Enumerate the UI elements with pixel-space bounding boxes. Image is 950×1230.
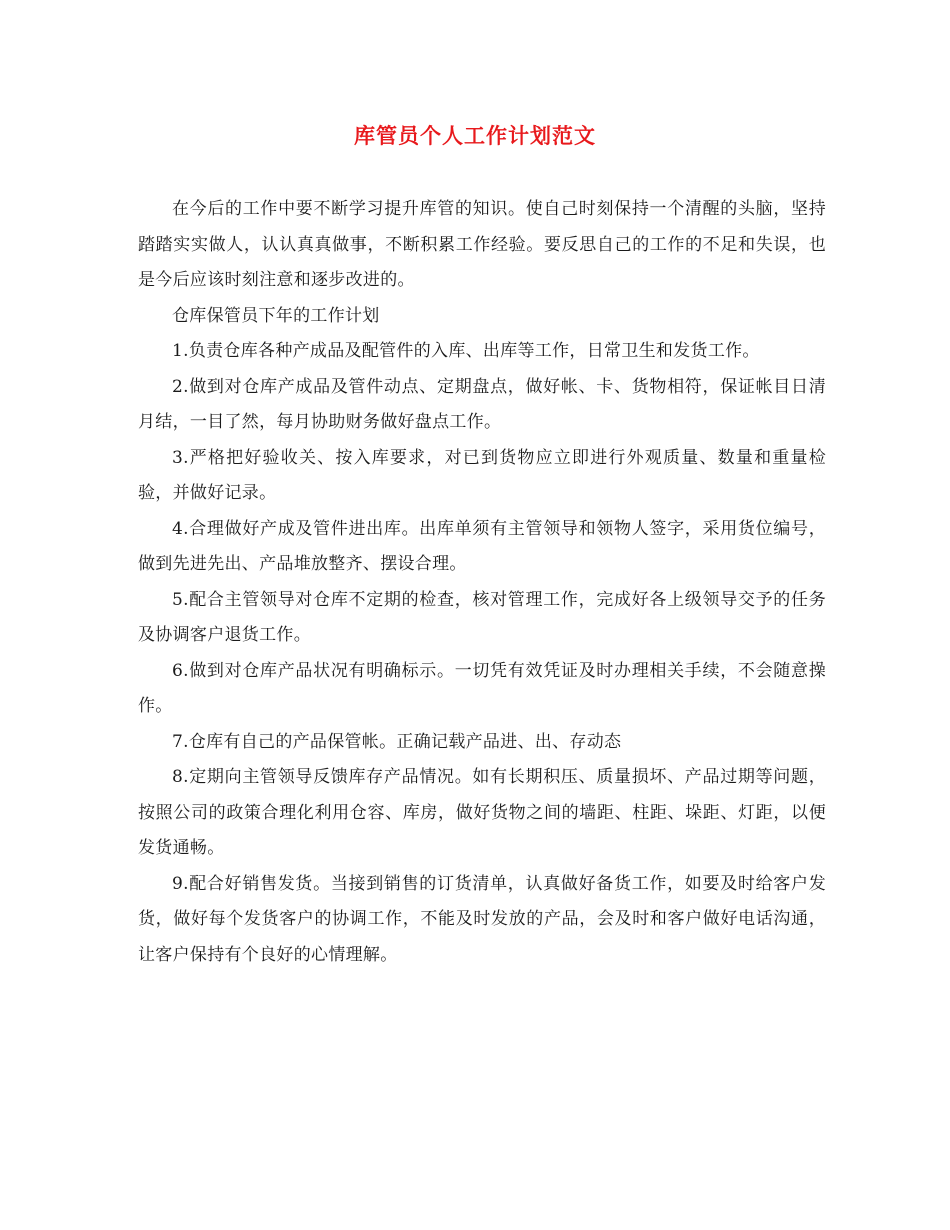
plan-item-8: 8.定期向主管领导反馈库存产品情况。如有长期积压、质量损坏、产品过期等问题，按照公司的政策合理化利用仓容、库房，做好货物之间的墙距、柱距、垛距、灯距，以便发货通畅。	[138, 767, 826, 858]
plan-item-4: 4.合理做好产成及管件进出库。出库单须有主管领导和领物人签字，采用货位编号，做到先进先出、产品堆放整齐、摆设合理。	[138, 518, 826, 574]
section-heading: 仓库保管员下年的工作计划	[172, 305, 380, 326]
plan-item-2: 2.做到对仓库产成品及管件动点、定期盘点，做好帐、卡、货物相符，保证帐目日清月结，一目了然，每月协助财务做好盘点工作。	[138, 376, 826, 432]
plan-item-3: 3.严格把好验收关、按入库要求，对已到货物应立即进行外观质量、数量和重量检验，并做好记录。	[138, 447, 826, 503]
intro-paragraph: 在今后的工作中要不断学习提升库管的知识。使自己时刻保持一个清醒的头脑，坚持踏踏实实做人，认认真真做事，不断积累工作经验。要反思自己的工作的不足和失误，也是今后应该时刻注意和逐步改进的。	[138, 199, 826, 290]
plan-item-1: 1.负责仓库各种产成品及配管件的入库、出库等工作，日常卫生和发货工作。	[172, 341, 760, 361]
plan-item-7: 7.仓库有自己的产品保管帐。正确记载产品进、出、存动态	[172, 731, 622, 752]
plan-item-6: 6.做到对仓库产品状况有明确标示。一切凭有效凭证及时办理相关手续，不会随意操作。	[138, 660, 826, 716]
plan-item-9: 9.配合好销售发货。当接到销售的订货清单，认真做好备货工作，如要及时给客户发货，做好每个发货客户的协调工作，不能及时发放的产品，会及时和客户做好电话沟通，让客户保持有个良好的心情理解。	[138, 873, 826, 965]
plan-item-5: 5.配合主管领导对仓库不定期的检查，核对管理工作，完成好各上级领导交予的任务及协调客户退货工作。	[138, 589, 826, 645]
document-title: 库管员个人工作计划范文	[354, 123, 596, 148]
document-body	[138, 192, 826, 973]
